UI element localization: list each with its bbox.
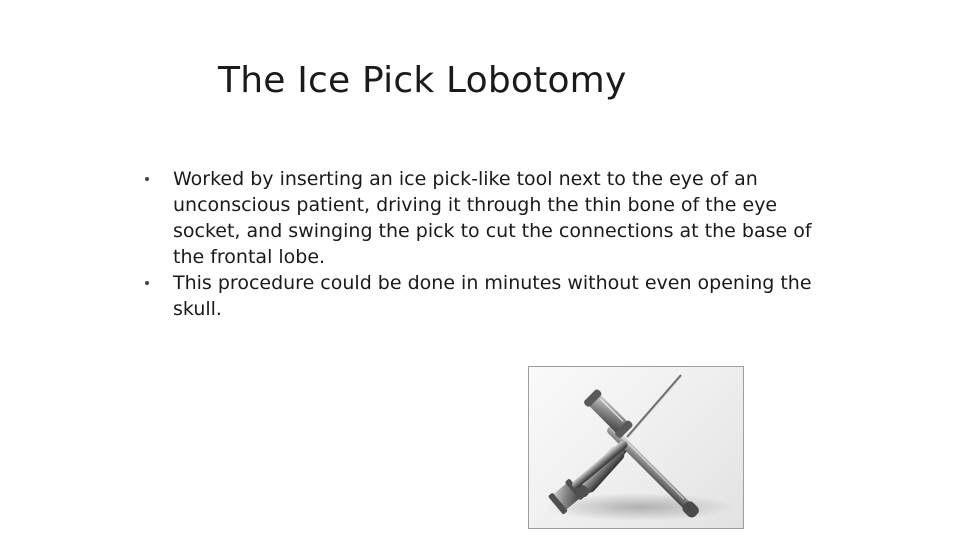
ice-pick-mallet-image: [528, 366, 744, 529]
ice-pick-mallet-icon: [529, 367, 743, 528]
bullet-icon: [145, 177, 149, 181]
bullet-item: [145, 270, 835, 322]
bullet-text: Worked by inserting an ice pick-like tool next to the eye of an unconscious patient, driving it through the thin bone of the eye socket, and swinging the pick to cut the connections at the base of the frontal lobe.: [173, 168, 812, 268]
bullet-list: [145, 166, 835, 322]
bullet-icon: [145, 281, 149, 285]
bullet-item: [145, 166, 835, 270]
slide-title: The Ice Pick Lobotomy: [218, 60, 627, 102]
bullet-text: This procedure could be done in minutes without even opening the skull.: [173, 272, 812, 320]
